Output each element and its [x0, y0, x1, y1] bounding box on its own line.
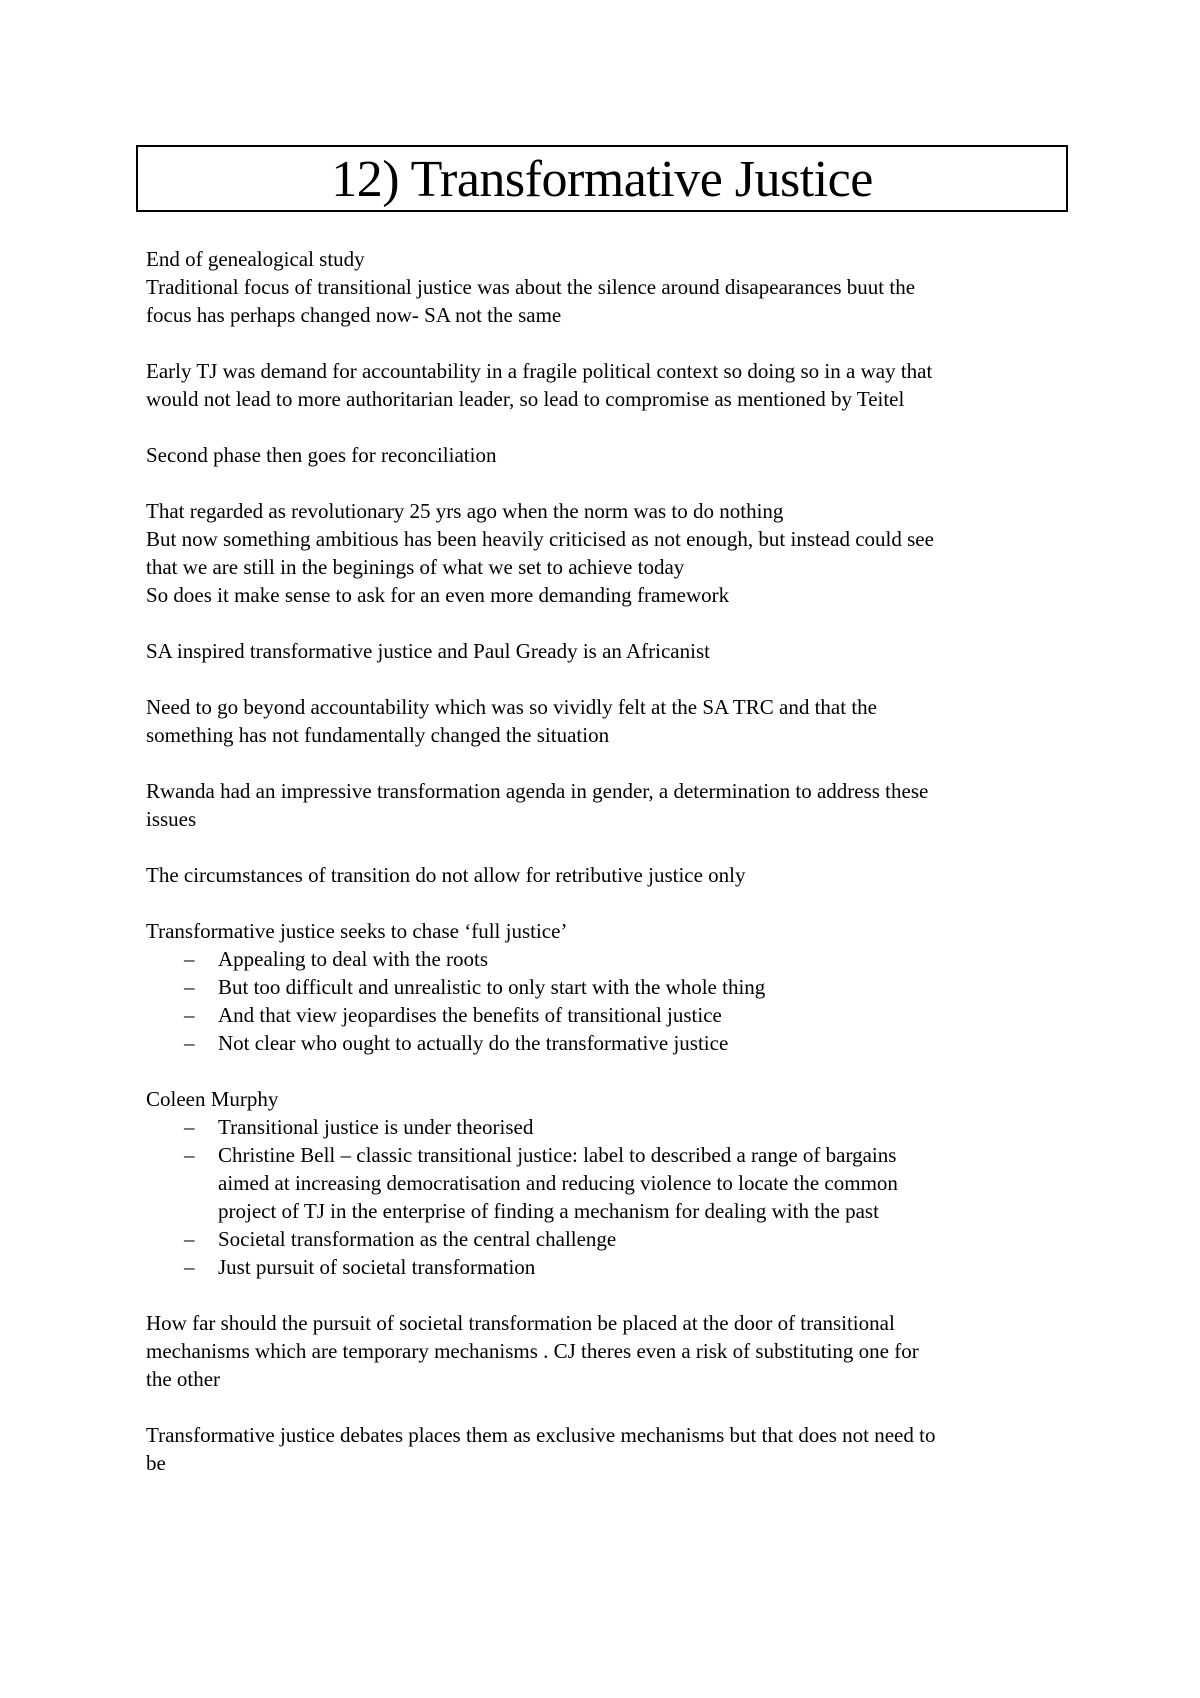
text-line: Societal transformation as the central challenge — [218, 1227, 617, 1251]
text-line: The circumstances of transition do not allow for retributive justice only — [146, 863, 746, 887]
paragraph — [146, 693, 1066, 749]
text-line: Early TJ was demand for accountability in a fragile political context so doing so in a way that — [146, 359, 933, 383]
text-line: That regarded as revolutionary 25 yrs ago when the norm was to do nothing — [146, 499, 784, 523]
paragraph — [146, 637, 1066, 665]
document-body — [146, 245, 1066, 1505]
dash-bullet-icon: – — [184, 1143, 195, 1167]
dash-bullet-icon: – — [184, 1031, 195, 1055]
text-line: Need to go beyond accountability which was so vividly felt at the SA TRC and that the — [146, 695, 877, 719]
list-item — [146, 973, 1066, 1001]
paragraph — [146, 861, 1066, 889]
text-line: Christine Bell – classic transitional justice: label to described a range of bargains — [218, 1143, 897, 1167]
text-line: mechanisms which are temporary mechanisms . CJ theres even a risk of substituting one for — [146, 1339, 919, 1363]
text-line: focus has perhaps changed now- SA not the same — [146, 303, 562, 327]
paragraph — [146, 357, 1066, 413]
text-line: the other — [146, 1367, 221, 1391]
text-line: How far should the pursuit of societal transformation be placed at the door of transitional — [146, 1311, 895, 1335]
text-line: SA inspired transformative justice and Paul Gready is an Africanist — [146, 639, 710, 663]
list-item — [146, 945, 1066, 973]
list-item — [146, 1253, 1066, 1281]
text-line: Not clear who ought to actually do the transformative justice — [218, 1031, 729, 1055]
text-line: Rwanda had an impressive transformation agenda in gender, a determination to address these — [146, 779, 929, 803]
page-title: 12) Transformative Justice — [331, 151, 873, 208]
list-heading: Transformative justice seeks to chase ‘full justice’ — [146, 919, 568, 943]
text-line: something has not fundamentally changed the situation — [146, 723, 610, 747]
list-item — [146, 1113, 1066, 1141]
text-line: be — [146, 1451, 166, 1475]
list-item-text — [218, 973, 1066, 1001]
list-item-text — [218, 1141, 1066, 1225]
text-line: Transformative justice debates places them as exclusive mechanisms but that does not need to — [146, 1423, 936, 1447]
text-line: Just pursuit of societal transformation — [218, 1255, 536, 1279]
list-item — [146, 1001, 1066, 1029]
paragraph — [146, 245, 1066, 329]
text-line: And that view jeopardises the benefits of transitional justice — [218, 1003, 722, 1027]
text-line: issues — [146, 807, 197, 831]
dash-bullet-icon: – — [184, 1255, 195, 1279]
paragraph — [146, 1309, 1066, 1393]
list-section — [146, 1085, 1066, 1281]
paragraph — [146, 1421, 1066, 1477]
paragraph — [146, 441, 1066, 469]
text-line: End of genealogical study — [146, 247, 365, 271]
list-item-text — [218, 1225, 1066, 1253]
dash-bullet-icon: – — [184, 975, 195, 999]
text-line: So does it make sense to ask for an even more demanding framework — [146, 583, 730, 607]
dash-bullet-icon: – — [184, 947, 195, 971]
paragraph — [146, 497, 1066, 609]
list-item — [146, 1141, 1066, 1225]
list-heading: Coleen Murphy — [146, 1087, 279, 1111]
text-line: aimed at increasing democratisation and reducing violence to locate the common — [218, 1171, 898, 1195]
list-item — [146, 1225, 1066, 1253]
list-item-text — [218, 1113, 1066, 1141]
text-line: But now something ambitious has been heavily criticised as not enough, but instead could see — [146, 527, 934, 551]
list-item-text — [218, 1253, 1066, 1281]
text-line: Second phase then goes for reconciliation — [146, 443, 497, 467]
dash-list — [146, 945, 1066, 1057]
list-item-text — [218, 1029, 1066, 1057]
list-section — [146, 917, 1066, 1057]
list-item-text — [218, 945, 1066, 973]
dash-bullet-icon: – — [184, 1115, 195, 1139]
dash-bullet-icon: – — [184, 1227, 195, 1251]
list-item-text — [218, 1001, 1066, 1029]
text-line: that we are still in the beginings of what we set to achieve today — [146, 555, 685, 579]
text-line: Appealing to deal with the roots — [218, 947, 489, 971]
text-line: would not lead to more authoritarian leader, so lead to compromise as mentioned by Teitel — [146, 387, 905, 411]
text-line: But too difficult and unrealistic to only start with the whole thing — [218, 975, 766, 999]
paragraph — [146, 777, 1066, 833]
text-line: project of TJ in the enterprise of finding a mechanism for dealing with the past — [218, 1199, 879, 1223]
list-item — [146, 1029, 1066, 1057]
text-line: Traditional focus of transitional justice was about the silence around disapearances buut the — [146, 275, 916, 299]
dash-bullet-icon: – — [184, 1003, 195, 1027]
title-box — [136, 145, 1068, 212]
dash-list — [146, 1113, 1066, 1281]
text-line: Transitional justice is under theorised — [218, 1115, 534, 1139]
